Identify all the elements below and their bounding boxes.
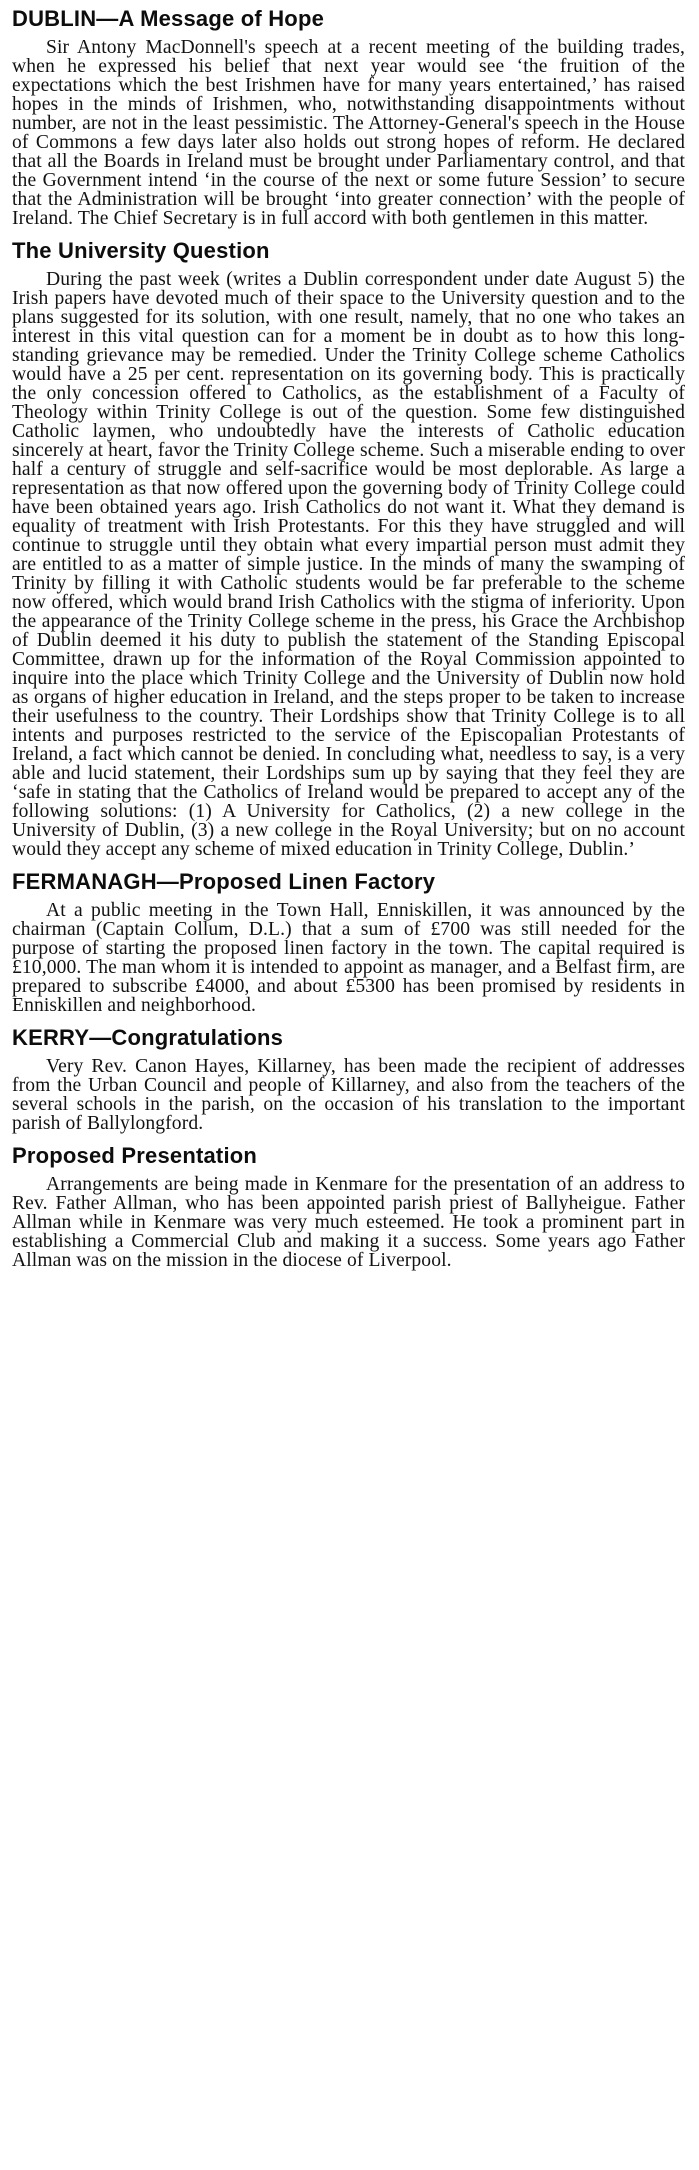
article-university-question: [12, 238, 685, 859]
article-heading: KERRY—Congratulations: [12, 1025, 284, 1050]
article-heading: DUBLIN—A Message of Hope: [12, 6, 325, 31]
article-body: Arrangements are being made in Kenmare for the presentation of an address to Rev. Father Allman, who has been appointed parish priest of Ballyheigue. Father Allman while in Kenmare was very much esteemed. He took a prominent part in establishing a Commercial Club and making it a success. Some years ago Father Allman was on the mission in the diocese of Liverpool.: [12, 1174, 685, 1271]
article-heading: Proposed Presentation: [12, 1143, 258, 1168]
article-body: Sir Antony MacDonnell's speech at a recent meeting of the building trades, when he expressed his belief that next year would see ‘the fruition of the expectations which the best Irishmen have for many years entertained,’ has raised hopes in the minds of Irishmen, who, notwithstanding disappointments without number, are not in the least pessimistic. The Attorney-General's speech in the House of Commons a few days later also holds out strong hopes of reform. He declared that all the Boards in Ireland must be brought under Parliamentary control, and that the Government intend ‘in the course of the next or some future Session’ to secure that the Administration will be brought ‘into greater connection’ with the people of Ireland. The Chief Secretary is in full accord with both gentlemen in this matter.: [12, 37, 685, 229]
article-dublin: [12, 6, 685, 228]
article-body: At a public meeting in the Town Hall, Enniskillen, it was announced by the chairman (Captain Collum, D.L.) that a sum of £700 was still needed for the purpose of starting the proposed linen factory in the town. The capital required is £10,000. The man whom it is intended to appoint as manager, and a Belfast firm, are prepared to subscribe £4000, and about £5300 has been promised by residents in Enniskillen and neighborhood.: [12, 900, 685, 1016]
article-body: Very Rev. Canon Hayes, Killarney, has been made the recipient of addresses from the Urban Council and people of Killarney, and also from the teachers of the several schools in the parish, on the occasion of his translation to the important parish of Ballylongford.: [12, 1056, 685, 1134]
article-kerry: [12, 1025, 685, 1133]
article-heading: FERMANAGH—Proposed Linen Factory: [12, 869, 436, 894]
article-body: During the past week (writes a Dublin correspondent under date August 5) the Irish papers have devoted much of their space to the University question and to the plans suggested for its solution, with one result, namely, that no one who takes an interest in this vital question can for a moment be in doubt as to how this long-standing grievance may be remedied. Under the Trinity College scheme Catholics would have a 25 per cent. representation on its governing body. This is practically the only concession offered to Catholics, as the establishment of a Faculty of Theology within Trinity College is out of the question. Some few distinguished Catholic laymen, who undoubtedly have the interests of Catholic education sincerely at heart, favor the Trinity College scheme. Such a miserable ending to over half a century of struggle and self-sacrifice would be most deplorable. As large a representation as that now offered upon the governing body of Trinity College could have been obtained years ago. Irish Catholics do not want it. What they demand is equality of treatment with Irish Protestants. For this they have struggled and will continue to struggle until they obtain what every impartial person must admit they are entitled to as a matter of simple justice. In the minds of many the swamping of Trinity by filling it with Catholic students would be far preferable to the scheme now offered, which would brand Irish Catholics with the stigma of inferiority. Upon the appearance of the Trinity College scheme in the press, his Grace the Archbishop of Dublin deemed it his duty to publish the statement of the Standing Episcopal Committee, drawn up for the information of the Royal Commission appointed to inquire into the place which Trinity College and the University of Dublin now hold as organs of higher education in Ireland, and the steps proper to be taken to increase their usefulness to the country. Their Lordships show that Trinity College is to all intents and purposes restricted to the service of the Episcopalian Protestants of Ireland, a fact which cannot be denied. In concluding what, needless to say, is a very able and lucid statement, their Lordships sum up by saying that they feel they are ‘safe in stating that the Catholics of Ireland would be prepared to accept any of the following solutions: (1) A University for Catholics, (2) a new college in the University of Dublin, (3) a new college in the Royal University; but on no account would they accept any scheme of mixed education in Trinity College, Dublin.’: [12, 269, 685, 860]
article-proposed-presentation: [12, 1143, 685, 1270]
article-heading: The University Question: [12, 238, 270, 263]
article-fermanagh: [12, 869, 685, 1015]
